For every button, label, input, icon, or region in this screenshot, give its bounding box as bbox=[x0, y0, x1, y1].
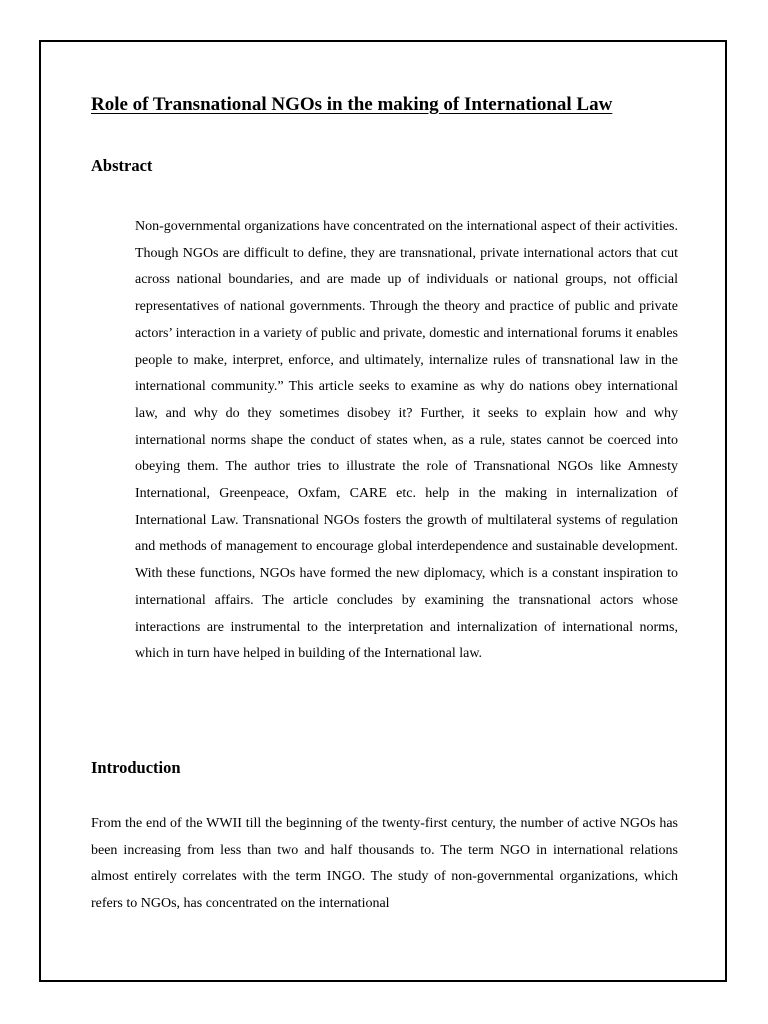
document-title: Role of Transnational NGOs in the making of International Law bbox=[91, 94, 613, 115]
abstract-paragraph: Non-governmental organizations have concentrated on the international aspect of their activities. Though NGOs are difficult to define, they are transnational, private international actors that cut across national boundaries, and are made up of individuals or national groups, not official representatives of national governments. Through the theory and practice of public and private actors’ interaction in a variety of public and private, domestic and international forums it enables people to make, interpret, enforce, and ultimately, internalize rules of transnational law in the international community.” This article seeks to examine as why do nations obey international law, and why do they sometimes disobey it? Further, it seeks to explain how and why international norms shape the conduct of states when, as a rule, states cannot be coerced into obeying them. The author tries to illustrate the role of Transnational NGOs like Amnesty International, Greenpeace, Oxfam, CARE etc. help in the making in internalization of International Law. Transnational NGOs fosters the growth of multilateral systems of regulation and methods of management to encourage global interdependence and sustainable development. With these functions, NGOs have formed the new diplomacy, which is a constant inspiration to international affairs. The article concludes by examining the transnational actors whose interactions are instrumental to the interpretation and internalization of international norms, which in turn have helped in building of the International law. bbox=[135, 219, 678, 662]
introduction-paragraph: From the end of the WWII till the beginning of the twenty-first century, the number of active NGOs has been increasing from less than two and half thousands to. The term NGO in international relations almost entirely correlates with the term INGO. The study of non-governmental organizations, which refers to NGOs, has concentrated on the international bbox=[91, 816, 678, 911]
introduction-heading: Introduction bbox=[91, 758, 181, 777]
abstract-heading: Abstract bbox=[91, 156, 153, 175]
